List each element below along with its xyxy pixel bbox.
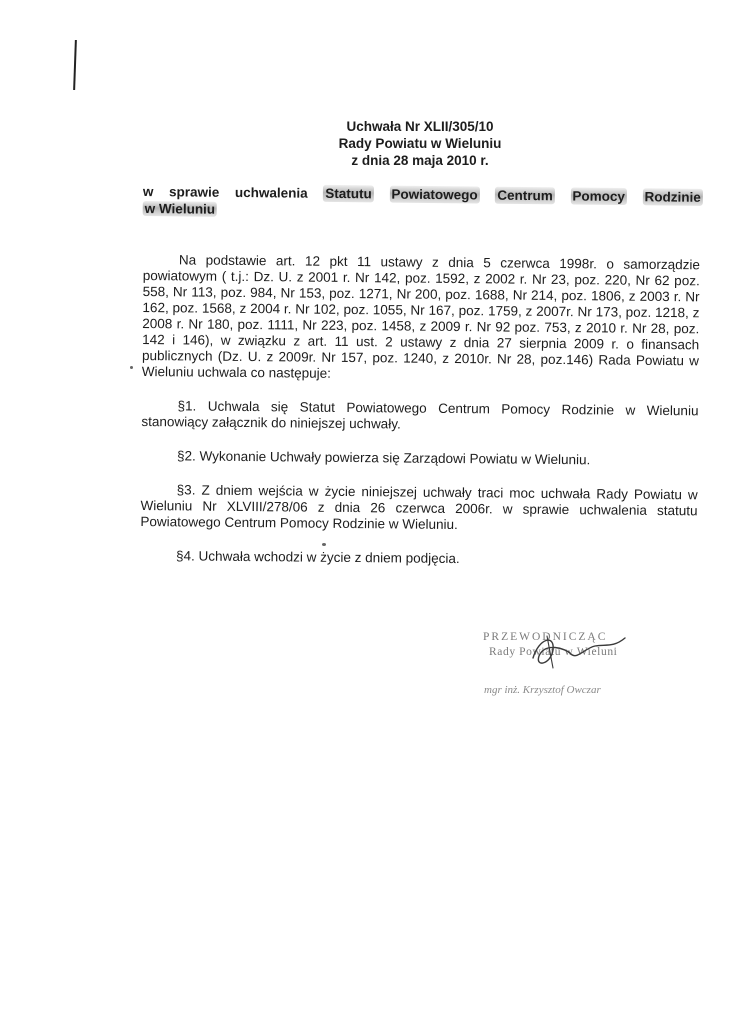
paragraph-2: §2. Wykonanie Uchwały powierza się Zarządowi Powiatu w Wieluniu. xyxy=(176,448,591,468)
legal-basis-paragraph: Na podstawie art. 12 pkt 11 ustawy z dnia 5 czerwca 1998r. o samorządzie powiatowym ( t.j.: Dz. U. z 2001 r. Nr 142, poz. 1592, z 2002 r. Nr 23, poz. 220, Nr 62 poz. 558, Nr 113, poz. 984, Nr 153, poz. 1271, Nr 200, poz. 1688, Nr 214, poz. 1806, z 2003 r. Nr 162, poz. 1568, z 2004 r. Nr 102, poz. 1055, Nr 167, poz. 1759, z 2007r. Nr 173, poz. 1218, z 2008 r. Nr 180, poz. 1111, Nr 223, poz. 1458, z 2009 r. Nr 92 poz. 753, z 2010 r. Nr 28, poz. 142 i 146), w związku z art. 11 ust. 2 ustawy z dnia 27 sierpnia 2009 r. o finansach publicznych (Dz. U. z 2009r. Nr 157, poz. 1240, z 2010r. Nr 28, poz.146) Rada Powiatu w Wieluniu uchwala co następuje: xyxy=(141,252,700,381)
subject-line-1: w sprawie uchwalenia Statutu Powiatowego Centrum Pomocy Rodzinie xyxy=(143,183,703,206)
highlighted-word: Statutu xyxy=(323,185,374,203)
scan-speck xyxy=(322,543,326,546)
highlighted-word: Powiatowego xyxy=(389,186,479,204)
stamp-title: PRZEWODNICZĄC xyxy=(483,631,608,643)
chairman-name: mgr inż. Krzysztof Owczar xyxy=(484,684,601,696)
paragraph-4: §4. Uchwała wchodzi w życie z dniem podjęcia. xyxy=(176,548,460,567)
highlighted-word: Centrum xyxy=(495,187,555,205)
paragraph-3: §3. Z dniem wejścia w życie niniejszej uchwały traci moc uchwała Rady Powiatu w Wieluniu Nr XLVIII/278/06 z dnia 26 czerwca 2006r. w sprawie uchwalenia statutu Powiatowego Centrum Pomocy Rodzinie w Wieluniu. xyxy=(140,482,698,533)
scan-speck xyxy=(130,366,133,369)
handwritten-signature xyxy=(525,628,635,676)
highlighted-word: Rodzinie xyxy=(642,188,702,206)
subject-line-2: w Wieluniu xyxy=(144,201,216,217)
issuing-council: Rady Powiatu w Wieluniu xyxy=(338,136,502,151)
paragraph-1: §1. Uchwala się Statut Powiatowego Centrum Pomocy Rodzinie w Wieluniu stanowiący załącznik do niniejszej uchwały. xyxy=(141,398,699,432)
resolution-body xyxy=(140,252,700,569)
stamp-council: Rady Powiatu w Wieluni xyxy=(489,646,618,658)
resolution-subject xyxy=(143,183,703,223)
resolution-header xyxy=(300,118,540,169)
margin-pen-mark xyxy=(73,40,77,90)
highlighted-word: Pomocy xyxy=(570,187,627,205)
resolution-number: Uchwała Nr XLII/305/10 xyxy=(346,119,494,134)
resolution-date: z dnia 28 maja 2010 r. xyxy=(351,153,489,168)
